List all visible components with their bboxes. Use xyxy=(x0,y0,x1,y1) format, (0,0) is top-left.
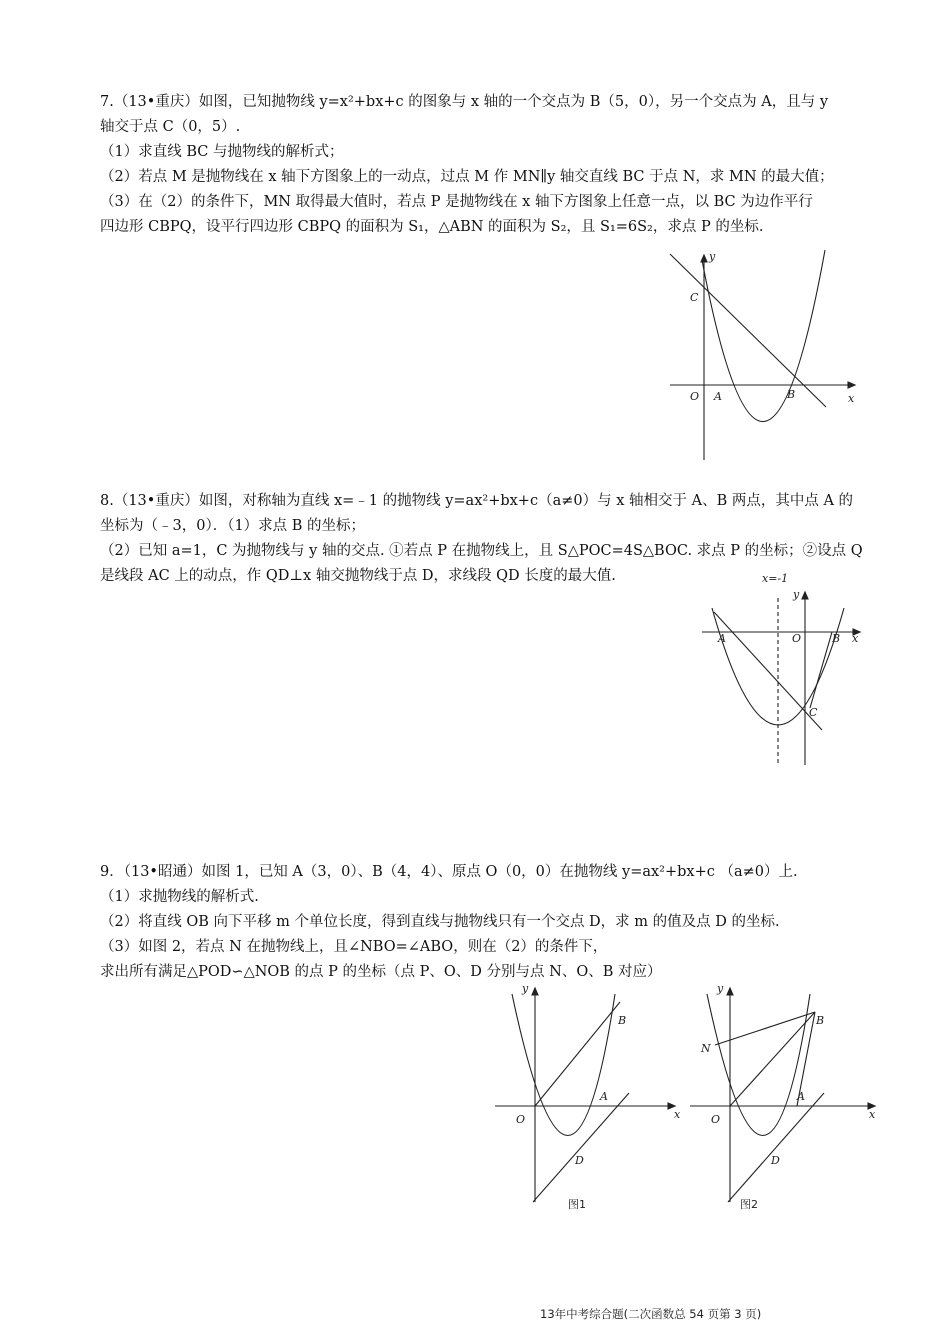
figure-9-2 xyxy=(685,980,885,1220)
fig7-label-x: x xyxy=(848,392,855,405)
problem-7-line-1: 7.（13•重庆）如图，已知抛物线 y=x²+bx+c 的图象与 x 轴的一个交点为 B（5，0），另一个交点为 A，且与 y xyxy=(100,94,829,110)
problem-7-line-4: （2）若点 M 是抛物线在 x 轴下方图象上的一动点，过点 M 作 MN∥y 轴交直线 BC 于点 N，求 MN 的最大值； xyxy=(100,169,834,185)
fig9a-label-o: O xyxy=(516,1113,526,1126)
fig9a-label-x: x xyxy=(674,1108,681,1121)
problem-7-line-2: 轴交于点 C（0，5）. xyxy=(100,119,241,135)
fig9a-parabola xyxy=(512,994,615,1136)
problem-9-line-3: （2）将直线 OB 向下平移 m 个单位长度，得到直线与抛物线只有一个交点 D，求 m 的值及点 D 的坐标. xyxy=(100,914,780,930)
fig9b-line-shifted xyxy=(728,1093,824,1202)
fig7-label-o: O xyxy=(690,390,700,403)
fig9b-label-o: O xyxy=(711,1113,721,1126)
problem-9-line-4: （3）如图 2，若点 N 在抛物线上，且∠NBO=∠ABO，则在（2）的条件下， xyxy=(100,939,608,955)
fig8-label-a: A xyxy=(718,632,726,645)
fig9a-label-a: A xyxy=(600,1090,608,1103)
problem-7-line-6: 四边形 CBPQ，设平行四边形 CBPQ 的面积为 S₁，△ABN 的面积为 S₂，且 S₁=6S₂，求点 P 的坐标. xyxy=(100,219,764,235)
fig8-label-o: O xyxy=(792,632,802,645)
fig9a-label-d: D xyxy=(575,1154,584,1167)
fig8-line-bc xyxy=(810,632,832,708)
fig7-label-a: A xyxy=(714,390,722,403)
fig8-label-axis: x=-1 xyxy=(762,572,789,585)
fig7-label-b: B xyxy=(787,388,796,401)
problem-8-line-2: 坐标为（﹣3，0）．（1）求点 B 的坐标； xyxy=(100,518,366,534)
fig9b-caption: 图2 xyxy=(740,1198,758,1211)
fig9b-label-n: N xyxy=(701,1042,711,1055)
fig9b-parabola xyxy=(707,994,810,1136)
problem-9 xyxy=(100,860,868,985)
fig8-label-b: B xyxy=(832,632,841,645)
figure-7 xyxy=(660,250,860,470)
problem-7 xyxy=(100,90,868,240)
fig8-parabola xyxy=(712,608,844,725)
problem-7-line-5: （3）在（2）的条件下，MN 取得最大值时，若点 P 是抛物线在 x 轴下方图象上任意一点，以 BC 为边作平行 xyxy=(100,194,813,210)
problem-7-line-3: （1）求直线 BC 与抛物线的解析式； xyxy=(100,144,344,160)
fig7-label-c: C xyxy=(690,291,699,304)
problem-8-line-4: 是线段 AC 上的动点，作 QD⊥x 轴交抛物线于点 D，求线段 QD 长度的最大值. xyxy=(100,568,616,584)
fig9a-line-shifted xyxy=(533,1093,629,1202)
fig8-label-c: C xyxy=(809,706,818,719)
fig9b-label-a: A xyxy=(797,1090,805,1103)
fig8-label-x: x xyxy=(852,632,859,645)
fig8-label-y: y xyxy=(793,588,800,601)
problem-9-line-1: 9．（13•昭通）如图 1，已知 A（3，0）、B（4，4）、原点 O（0，0）在抛物线 y=ax²+bx+c （a≠0）上. xyxy=(100,864,798,880)
problem-9-line-5: 求出所有满足△POD∽△NOB 的点 P 的坐标（点 P、O、D 分别与点 N、O、B 对应） xyxy=(100,964,662,980)
problem-8-line-3: （2）已知 a=1，C 为抛物线与 y 轴的交点. ①若点 P 在抛物线上，且 S△POC=4S△BOC. 求点 P 的坐标；②设点 Q xyxy=(100,543,863,559)
fig8-line-ac xyxy=(714,612,822,730)
figure-9-1 xyxy=(490,980,690,1220)
problem-8-line-1: 8.（13•重庆）如图，对称轴为直线 x=﹣1 的抛物线 y=ax²+bx+c（a≠0）与 x 轴相交于 A、B 两点，其中点 A 的 xyxy=(100,493,854,509)
fig7-line-bc xyxy=(670,254,826,407)
fig9a-caption: 图1 xyxy=(568,1198,586,1211)
fig9a-label-y: y xyxy=(522,982,529,995)
fig9a-label-b: B xyxy=(618,1014,627,1027)
fig9b-label-y: y xyxy=(717,982,724,995)
fig9b-label-x: x xyxy=(869,1108,876,1121)
fig9b-label-b: B xyxy=(816,1014,825,1027)
page-footer: 13年中考综合题(二次函数总 54 页第 3 页) xyxy=(540,1307,762,1321)
fig7-label-y: y xyxy=(709,250,716,263)
problem-9-line-2: （1）求抛物线的解析式. xyxy=(100,889,259,905)
fig9b-label-d: D xyxy=(771,1154,780,1167)
figure-8 xyxy=(700,570,870,770)
